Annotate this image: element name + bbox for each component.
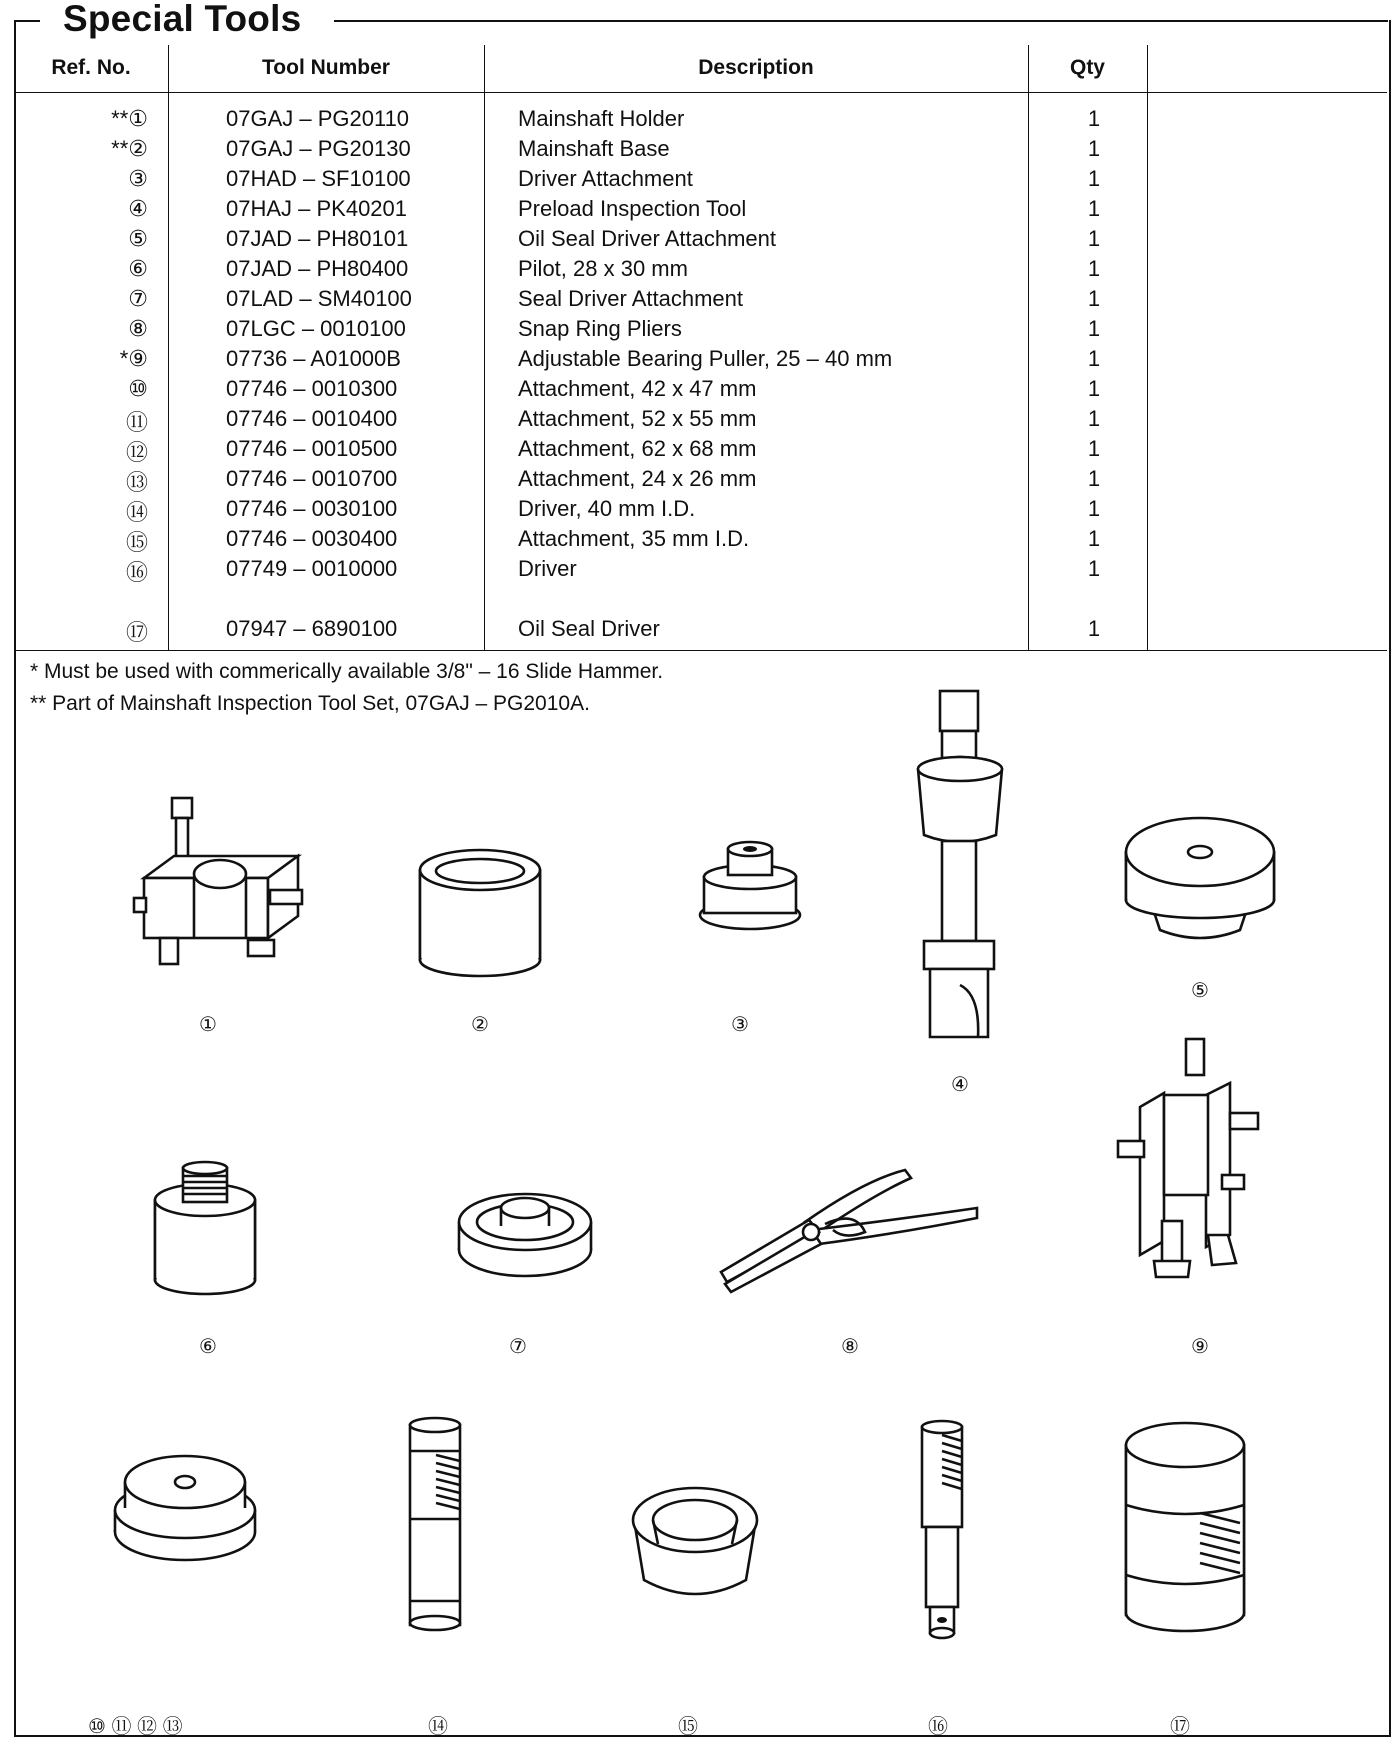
ref-cell: ⑤ <box>128 226 148 251</box>
tool-number-cell: 07JAD – PH80400 <box>226 256 409 281</box>
figure-label: ② <box>471 1014 489 1036</box>
qty-cell: 1 <box>1087 256 1101 281</box>
qty-cell: 1 <box>1087 436 1101 461</box>
header-ref-no: Ref. No. <box>51 56 131 79</box>
table-row <box>0 196 1392 226</box>
ref-cell: ⑯ <box>125 560 148 585</box>
table-row <box>0 286 1392 316</box>
ref-cell: ④ <box>128 196 148 221</box>
page-title: Special Tools <box>55 0 309 42</box>
header-rule <box>14 92 1387 93</box>
qty-cell: 1 <box>1087 316 1101 341</box>
mainshaft-holder-illustration <box>130 790 340 980</box>
description-cell: Oil Seal Driver Attachment <box>518 226 776 251</box>
qty-cell: 1 <box>1087 376 1101 401</box>
figure-label: ⑦ <box>509 1336 527 1358</box>
ref-cell: ⑭ <box>125 500 148 525</box>
qty-cell: 1 <box>1087 286 1101 311</box>
ref-cell: ⑮ <box>125 530 148 555</box>
table-row <box>0 316 1392 346</box>
ref-cell: ⑰ <box>125 620 148 645</box>
table-row <box>0 556 1392 586</box>
mainshaft-base-illustration <box>410 840 550 980</box>
qty-cell: 1 <box>1087 346 1101 371</box>
description-cell: Mainshaft Holder <box>518 106 685 131</box>
figure-label: ⑰ <box>1170 1716 1190 1738</box>
description-cell: Driver Attachment <box>518 166 693 191</box>
tool-number-cell: 07JAD – PH80101 <box>226 226 409 251</box>
footnote-tool-set: ** Part of Mainshaft Inspection Tool Set, 07GAJ – PG2010A. <box>30 692 590 715</box>
snap-ring-pliers-illustration <box>715 1160 985 1300</box>
description-cell: Seal Driver Attachment <box>518 286 743 311</box>
qty-cell: 1 <box>1087 496 1101 521</box>
tool-number-cell: 07746 – 0010500 <box>226 436 398 461</box>
description-cell: Attachment, 24 x 26 mm <box>518 466 757 491</box>
tool-number-cell: 07LAD – SM40100 <box>226 286 412 311</box>
ref-cell: ③ <box>128 166 148 191</box>
qty-cell: 1 <box>1087 406 1101 431</box>
qty-cell: 1 <box>1087 616 1101 641</box>
tool-number-cell: 07GAJ – PG20110 <box>226 106 410 131</box>
header-tool-number: Tool Number <box>262 56 390 79</box>
figure-label: ④ <box>951 1074 969 1096</box>
table-row <box>0 376 1392 406</box>
tool-number-cell: 07HAJ – PK40201 <box>226 196 408 221</box>
figure-label: ③ <box>731 1014 749 1036</box>
table-row <box>0 616 1392 646</box>
driver-shaft-illustration <box>900 1415 990 1645</box>
table-bottom-rule <box>14 650 1387 651</box>
tool-number-cell: 07GAJ – PG20130 <box>226 136 411 161</box>
figure-label: ⑩ ⑪ ⑫ ⑬ <box>88 1716 183 1738</box>
description-cell: Adjustable Bearing Puller, 25 – 40 mm <box>518 346 893 371</box>
ref-cell: ⑫ <box>125 440 148 465</box>
description-cell: Mainshaft Base <box>518 136 670 161</box>
figure-label: ⑭ <box>428 1716 448 1738</box>
table-row <box>0 256 1392 286</box>
ref-cell: ⑩ <box>128 376 148 401</box>
table-row <box>0 466 1392 496</box>
table-row <box>0 526 1392 556</box>
tool-number-cell: 07746 – 0010700 <box>226 466 398 491</box>
figure-label: ⑯ <box>928 1716 948 1738</box>
attachment-35mm-illustration <box>620 1470 770 1620</box>
tool-number-cell: 07746 – 0010300 <box>226 376 398 401</box>
frame-top-rule <box>334 20 1388 22</box>
figure-label: ⑨ <box>1191 1336 1209 1358</box>
pilot-illustration <box>145 1160 265 1300</box>
figure-label: ⑮ <box>678 1716 698 1738</box>
description-cell: Attachment, 42 x 47 mm <box>518 376 757 401</box>
ref-cell: ⑧ <box>128 316 148 341</box>
qty-cell: 1 <box>1087 106 1101 131</box>
tool-number-cell: 07947 – 6890100 <box>226 616 398 641</box>
figure-label: ① <box>199 1014 217 1036</box>
driver-illustration <box>390 1415 490 1635</box>
table-row <box>0 496 1392 526</box>
ref-cell: ⑥ <box>128 256 148 281</box>
ref-cell: ⑦ <box>128 286 148 311</box>
qty-cell: 1 <box>1087 196 1101 221</box>
qty-cell: 1 <box>1087 166 1101 191</box>
tool-number-cell: 07746 – 0010400 <box>226 406 398 431</box>
attachment-illustration <box>105 1450 265 1570</box>
header-qty: Qty <box>1069 56 1105 79</box>
tool-number-cell: 07HAD – SF10100 <box>226 166 411 191</box>
tool-number-cell: 07746 – 0030100 <box>226 496 398 521</box>
ref-cell: **② <box>111 136 148 161</box>
qty-cell: 1 <box>1087 136 1101 161</box>
tool-number-cell: 07746 – 0030400 <box>226 526 398 551</box>
oil-seal-driver-illustration <box>1110 1415 1260 1645</box>
description-cell: Pilot, 28 x 30 mm <box>518 256 688 281</box>
qty-cell: 1 <box>1087 526 1101 551</box>
table-row <box>0 166 1392 196</box>
description-cell: Driver <box>518 556 577 581</box>
tool-number-cell: 07749 – 0010000 <box>226 556 398 581</box>
qty-cell: 1 <box>1087 226 1101 251</box>
figure-label: ⑧ <box>841 1336 859 1358</box>
table-row <box>0 106 1392 136</box>
description-cell: Oil Seal Driver <box>518 616 660 641</box>
driver-attachment-illustration <box>690 835 810 945</box>
preload-inspection-tool-illustration <box>890 685 1030 1045</box>
ref-cell: ⑬ <box>125 470 148 495</box>
figure-label: ⑤ <box>1191 980 1209 1002</box>
qty-cell: 1 <box>1087 466 1101 491</box>
table-row <box>0 406 1392 436</box>
description-cell: Preload Inspection Tool <box>518 196 747 221</box>
qty-cell: 1 <box>1087 556 1101 581</box>
description-cell: Attachment, 62 x 68 mm <box>518 436 757 461</box>
table-row <box>0 226 1392 256</box>
seal-driver-attachment-illustration <box>450 1180 600 1290</box>
frame-top-rule <box>14 20 40 22</box>
description-cell: Snap Ring Pliers <box>518 316 682 341</box>
ref-cell: ⑪ <box>125 410 148 435</box>
tool-number-cell: 07736 – A01000B <box>226 346 401 371</box>
description-cell: Driver, 40 mm I.D. <box>518 496 696 521</box>
ref-cell: **① <box>111 106 148 131</box>
description-cell: Attachment, 52 x 55 mm <box>518 406 757 431</box>
figure-label: ⑥ <box>199 1336 217 1358</box>
description-cell: Attachment, 35 mm I.D. <box>518 526 750 551</box>
header-description: Description <box>698 56 814 79</box>
tool-number-cell: 07LGC – 0010100 <box>226 316 406 341</box>
table-row <box>0 136 1392 166</box>
oil-seal-driver-attachment-illustration <box>1110 800 1290 950</box>
footnote-slide-hammer: * Must be used with commerically available 3/8" – 16 Slide Hammer. <box>30 660 664 683</box>
bearing-puller-illustration <box>1110 1035 1290 1285</box>
ref-cell: *⑨ <box>119 346 148 371</box>
table-row <box>0 436 1392 466</box>
table-row <box>0 346 1392 376</box>
